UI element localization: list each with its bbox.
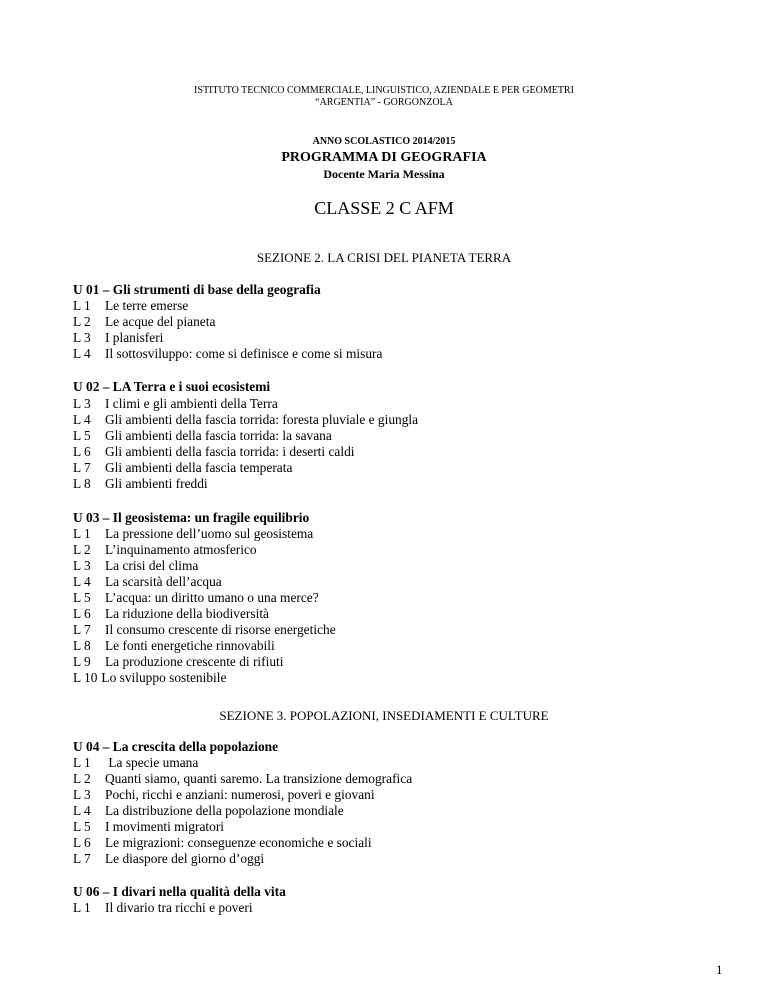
lesson-code: L 2: [73, 771, 91, 786]
lesson-code: L 9: [73, 654, 91, 669]
lesson-item: [73, 771, 412, 787]
lesson-item: [73, 590, 319, 606]
lesson-text: Le diaspore del giorno d’oggi: [105, 851, 265, 866]
school-location: “ARGENTIA” - GORGONZOLA: [315, 97, 453, 108]
lesson-code: L 6: [73, 606, 91, 621]
lesson-item: [73, 314, 215, 330]
lesson-text: Pochi, ricchi e anziani: numerosi, poveri e giovani: [105, 787, 375, 802]
lesson-text: Gli ambienti freddi: [105, 476, 208, 491]
lesson-text: Le acque del pianeta: [105, 314, 216, 329]
lesson-text: La distribuzione della popolazione mondiale: [105, 803, 344, 818]
lesson-item: [73, 476, 208, 492]
lesson-text: Le migrazioni: conseguenze economiche e sociali: [105, 835, 372, 850]
lesson-text: Il consumo crescente di risorse energetiche: [105, 622, 336, 637]
lesson-text: Gli ambienti della fascia torrida: la savana: [105, 428, 332, 443]
lesson-item: [73, 428, 332, 444]
lesson-code: L 8: [73, 638, 91, 653]
lesson-code: L 7: [73, 622, 91, 637]
lesson-code: L 8: [73, 476, 91, 491]
teacher-name: Docente Maria Messina: [323, 167, 445, 181]
lesson-item: [73, 606, 269, 622]
unit-title: U 01 – Gli strumenti di base della geografia: [73, 282, 321, 297]
lesson-text: L’inquinamento atmosferico: [105, 542, 257, 557]
lesson-code: L 3: [73, 558, 91, 573]
class-title: CLASSE 2 C AFM: [314, 198, 454, 218]
lesson-code: L 6: [73, 444, 91, 459]
lesson-code: L 1: [73, 900, 91, 915]
lesson-item: [73, 396, 278, 412]
lesson-code: L 2: [73, 314, 91, 329]
lesson-item: [73, 444, 355, 460]
lesson-item: [73, 330, 163, 346]
lesson-code: L 1: [73, 526, 91, 541]
lesson-item: [73, 835, 372, 851]
lesson-item: [73, 638, 275, 654]
lesson-code: L 4: [73, 412, 91, 427]
lesson-item: [73, 346, 382, 362]
lesson-text: Gli ambienti della fascia temperata: [105, 460, 293, 475]
lesson-code: L 1: [73, 298, 91, 313]
lesson-item: [73, 298, 188, 314]
lesson-item: [73, 460, 292, 476]
lesson-code: L 6: [73, 835, 91, 850]
lesson-code: L 5: [73, 819, 91, 834]
unit-title: U 02 – LA Terra e i suoi ecosistemi: [73, 379, 271, 394]
lesson-item: [73, 542, 257, 558]
lesson-item: [73, 787, 375, 803]
lesson-text: Il divario tra ricchi e poveri: [105, 900, 253, 915]
lesson-item: [73, 526, 313, 542]
lesson-item: [73, 654, 283, 670]
lesson-item: [73, 558, 198, 574]
lesson-text: Gli ambienti della fascia torrida: foresta pluviale e giungla: [105, 412, 419, 427]
lesson-code: L 3: [73, 330, 91, 345]
unit-title: U 04 – La crescita della popolazione: [73, 739, 279, 754]
lesson-item: [73, 803, 344, 819]
lesson-text: Il sottosviluppo: come si definisce e come si misura: [105, 346, 383, 361]
lesson-item: [73, 851, 264, 867]
lesson-text: Lo sviluppo sostenibile: [101, 670, 227, 685]
lesson-item: [73, 819, 224, 835]
lesson-code: L 7: [73, 851, 91, 866]
school-name: ISTITUTO TECNICO COMMERCIALE, LINGUISTICO, AZIENDALE E PER GEOMETRI: [194, 85, 574, 96]
lesson-item: [73, 622, 336, 638]
lesson-code: L 4: [73, 346, 91, 361]
lesson-code: L 2: [73, 542, 91, 557]
lesson-text: La specie umana: [105, 755, 199, 770]
lesson-text: La scarsità dell’acqua: [105, 574, 222, 589]
page-number: 1: [716, 962, 723, 977]
lesson-text: La pressione dell’uomo sul geosistema: [105, 526, 314, 541]
lesson-item: [73, 412, 418, 428]
unit-title: U 03 – Il geosistema: un fragile equilibrio: [73, 510, 310, 525]
lesson-item: [73, 755, 198, 771]
school-year: ANNO SCOLASTICO 2014/2015: [312, 136, 456, 147]
lesson-text: Le fonti energetiche rinnovabili: [105, 638, 275, 653]
lesson-code: L 3: [73, 396, 91, 411]
lesson-text: La produzione crescente di rifiuti: [105, 654, 284, 669]
lesson-code: L 7: [73, 460, 91, 475]
section-heading: SEZIONE 2. LA CRISI DEL PIANETA TERRA: [256, 250, 512, 265]
lesson-item: [73, 574, 222, 590]
lesson-item: [73, 670, 226, 686]
lesson-text: La riduzione della biodiversità: [105, 606, 269, 621]
lesson-code: L 5: [73, 590, 91, 605]
lesson-code: L 4: [73, 803, 91, 818]
lesson-code: L 3: [73, 787, 91, 802]
lesson-code: L 1: [73, 755, 91, 770]
lesson-text: I movimenti migratori: [105, 819, 225, 834]
lesson-code: L 5: [73, 428, 91, 443]
section-heading: SEZIONE 3. POPOLAZIONI, INSEDIAMENTI E CULTURE: [219, 708, 549, 723]
lesson-code: L 10: [73, 670, 98, 685]
program-title: PROGRAMMA DI GEOGRAFIA: [281, 150, 487, 165]
lesson-text: I climi e gli ambienti della Terra: [105, 396, 278, 411]
lesson-text: La crisi del clima: [105, 558, 199, 573]
lesson-code: L 4: [73, 574, 91, 589]
lesson-text: Gli ambienti della fascia torrida: i deserti caldi: [105, 444, 355, 459]
lesson-item: [73, 900, 253, 916]
lesson-text: Quanti siamo, quanti saremo. La transizione demografica: [105, 771, 413, 786]
unit-title: U 06 – I divari nella qualità della vita: [73, 884, 286, 899]
lesson-text: I planisferi: [105, 330, 164, 345]
lesson-text: L’acqua: un diritto umano o una merce?: [105, 590, 319, 605]
lesson-text: Le terre emerse: [105, 298, 189, 313]
